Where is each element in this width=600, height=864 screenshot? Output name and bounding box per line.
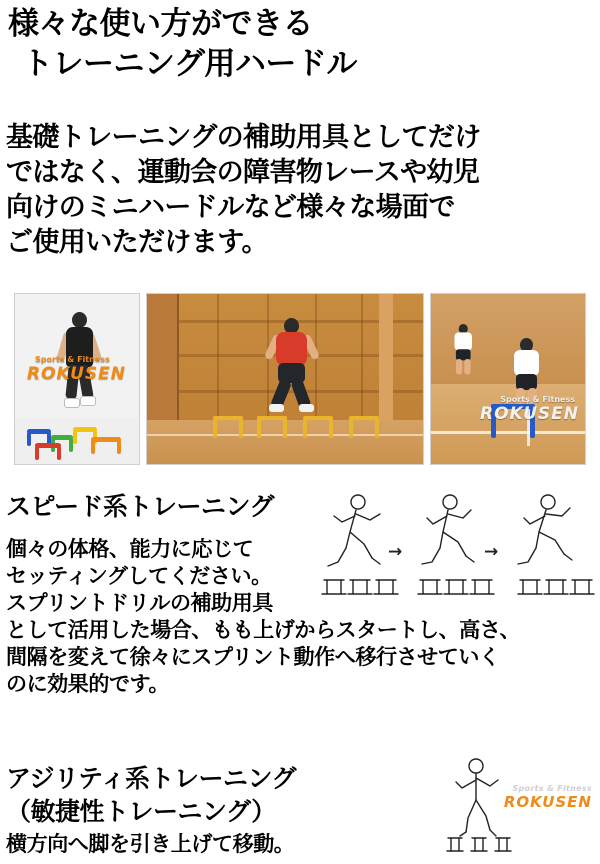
photo1-head: [72, 312, 87, 328]
photo1-shoe-right: [80, 396, 96, 406]
watermark-tagline-1: Sports & Fitness: [35, 355, 110, 364]
photo2-hurdle-1: [213, 416, 243, 438]
lead-line-1: 基礎トレーニングの補助用具としてだけ: [6, 122, 481, 153]
speed-body-line-6: のに効果的です。: [6, 672, 170, 696]
agility-section-title: [6, 762, 406, 828]
lead-line-2: ではなく、運動会の障害物レースや幼児: [6, 157, 480, 188]
photo1-shoe-left: [64, 398, 80, 408]
photo3-kid-background: [451, 324, 475, 373]
lead-line-4: ご使用いただけます。: [6, 227, 268, 258]
brand-name: ROKUSEN: [503, 793, 592, 811]
speed-body-line-5: 間隔を変えて徐々にスプリント動作へ移行させていく: [6, 645, 500, 669]
lead-paragraph: [6, 120, 594, 260]
photo2-hurdle-2: [257, 416, 287, 438]
speed-section-title: スピード系トレーニング: [6, 492, 275, 521]
speed-body-line-2: セッティングしてください。: [6, 564, 272, 588]
photo1-athlete: [59, 312, 99, 416]
photo3-hurdle-blue: [491, 404, 535, 438]
brand-tagline: Sports & Fitness: [512, 784, 592, 793]
agility-title-line-2: （敏捷性トレーニング）: [6, 797, 276, 826]
speed-body-line-1: 個々の体格、能力に応じて: [6, 537, 254, 561]
watermark-tagline-3: Sports & Fitness: [500, 395, 575, 404]
photo1-leg-right: [77, 364, 94, 399]
photo2-door: [147, 294, 179, 422]
photo2-column: [379, 294, 393, 422]
speed-body-line-4: として活用した場合、もも上げからスタートし、高さ、: [6, 618, 521, 642]
photo2-hurdle-4: [349, 416, 379, 438]
photo2-jumper: [267, 318, 317, 414]
headline-line-1: 様々な使い方ができる: [8, 6, 313, 42]
headline-line-2: トレーニング用ハードル: [22, 46, 357, 82]
agility-section-body: 横方向へ脚を引き上げて移動。: [6, 832, 295, 856]
agility-title-line-1: アジリティ系トレーニング: [6, 764, 297, 793]
mini-hurdle-red: [35, 443, 61, 460]
page-title: [8, 4, 592, 84]
speed-body-line-3: スプリントドリルの補助用具: [6, 591, 273, 615]
photo1-torso: [66, 327, 93, 367]
brand-watermark: [504, 784, 592, 811]
mini-hurdle-orange: [91, 437, 121, 454]
photo-studio-mini-hurdles: [14, 293, 140, 465]
sequence-arrow-1: →: [388, 542, 403, 562]
photo3-kid-foreground: [509, 338, 543, 408]
speed-illustration: [318, 488, 598, 618]
photo2-shoe-right: [299, 404, 314, 412]
photo2-shirt: [276, 332, 307, 366]
runner-sequence-icon: [318, 488, 598, 618]
photo2-hurdle-3: [303, 416, 333, 438]
watermark-brand-3: ROKUSEN: [480, 404, 579, 424]
photo-gym-hurdle-jump: [146, 293, 424, 465]
watermark-brand-1: ROKUSEN: [27, 364, 126, 384]
lead-line-3: 向けのミニハードルなど様々な場面で: [6, 192, 455, 223]
photo-gym-kids-hurdle: [430, 293, 586, 465]
sequence-arrow-2: →: [484, 542, 499, 562]
photo-strip: [14, 293, 586, 465]
photo2-shoe-left: [269, 404, 284, 412]
